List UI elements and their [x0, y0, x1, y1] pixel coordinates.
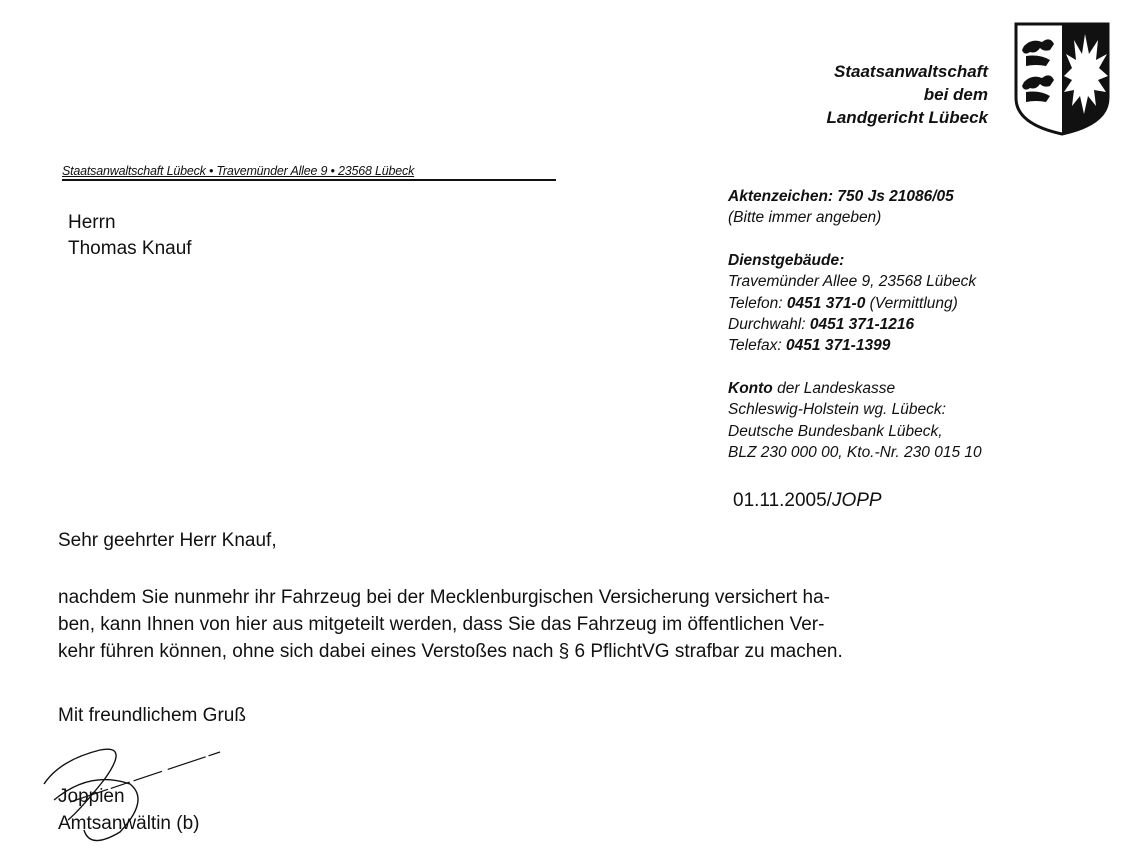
letter-closing: Mit freundlichem Gruß [58, 705, 246, 726]
letterhead-organization [668, 60, 988, 129]
recipient-salutation: Herrn [68, 212, 116, 233]
account-line: BLZ 230 000 00, Kto.-Nr. 230 015 10 [728, 444, 982, 462]
recipient-name: Thomas Knauf [68, 238, 192, 259]
building-address: Travemünder Allee 9, 23568 Lübeck [728, 273, 977, 291]
org-line: bei dem [923, 85, 988, 104]
signer-name: Joppien [58, 786, 125, 807]
signer-title: Amtsanwältin (b) [58, 813, 200, 834]
body-line: kehr führen können, ohne sich dabei eines Verstoßes nach § 6 PflichtVG strafbar zu machen. [58, 641, 843, 662]
letter-salutation: Sehr geehrter Herr Knauf, [58, 530, 277, 551]
body-line: nachdem Sie nunmehr ihr Fahrzeug bei der Mecklenburgischen Versicherung versichert ha- [58, 587, 831, 608]
account-line: Deutsche Bundesbank Lübeck, [728, 422, 943, 440]
direct-dial: Durchwahl: 0451 371-1216 [728, 316, 915, 334]
building-label: Dienstgebäude: [728, 251, 845, 269]
phone: Telefon: 0451 371-0 (Vermittlung) [728, 294, 958, 312]
org-line: Landgericht Lübeck [826, 108, 988, 127]
coat-of-arms-icon [1012, 20, 1112, 138]
account-label: Konto der Landeskasse [728, 379, 896, 397]
file-reference: Aktenzeichen: 750 Js 21086/05 [728, 188, 954, 205]
fax: Telefax: 0451 371-1399 [728, 337, 891, 355]
info-block [728, 186, 982, 463]
sender-return-address: Staatsanwaltschaft Lübeck • Travemünder Allee 9 • 23568 Lübeck [62, 164, 556, 181]
letter-date: 01.11.2005/JOPP [733, 490, 882, 511]
recipient-address [68, 210, 192, 262]
letter-body [58, 584, 843, 665]
file-reference-note: (Bitte immer angeben) [728, 209, 882, 227]
org-line: Staatsanwaltschaft [834, 62, 988, 81]
account-line: Schleswig-Holstein wg. Lübeck: [728, 401, 946, 419]
body-line: ben, kann Ihnen von hier aus mitgeteilt werden, dass Sie das Fahrzeug im öffentlichen Ver- [58, 614, 825, 635]
signer-block [58, 783, 200, 837]
